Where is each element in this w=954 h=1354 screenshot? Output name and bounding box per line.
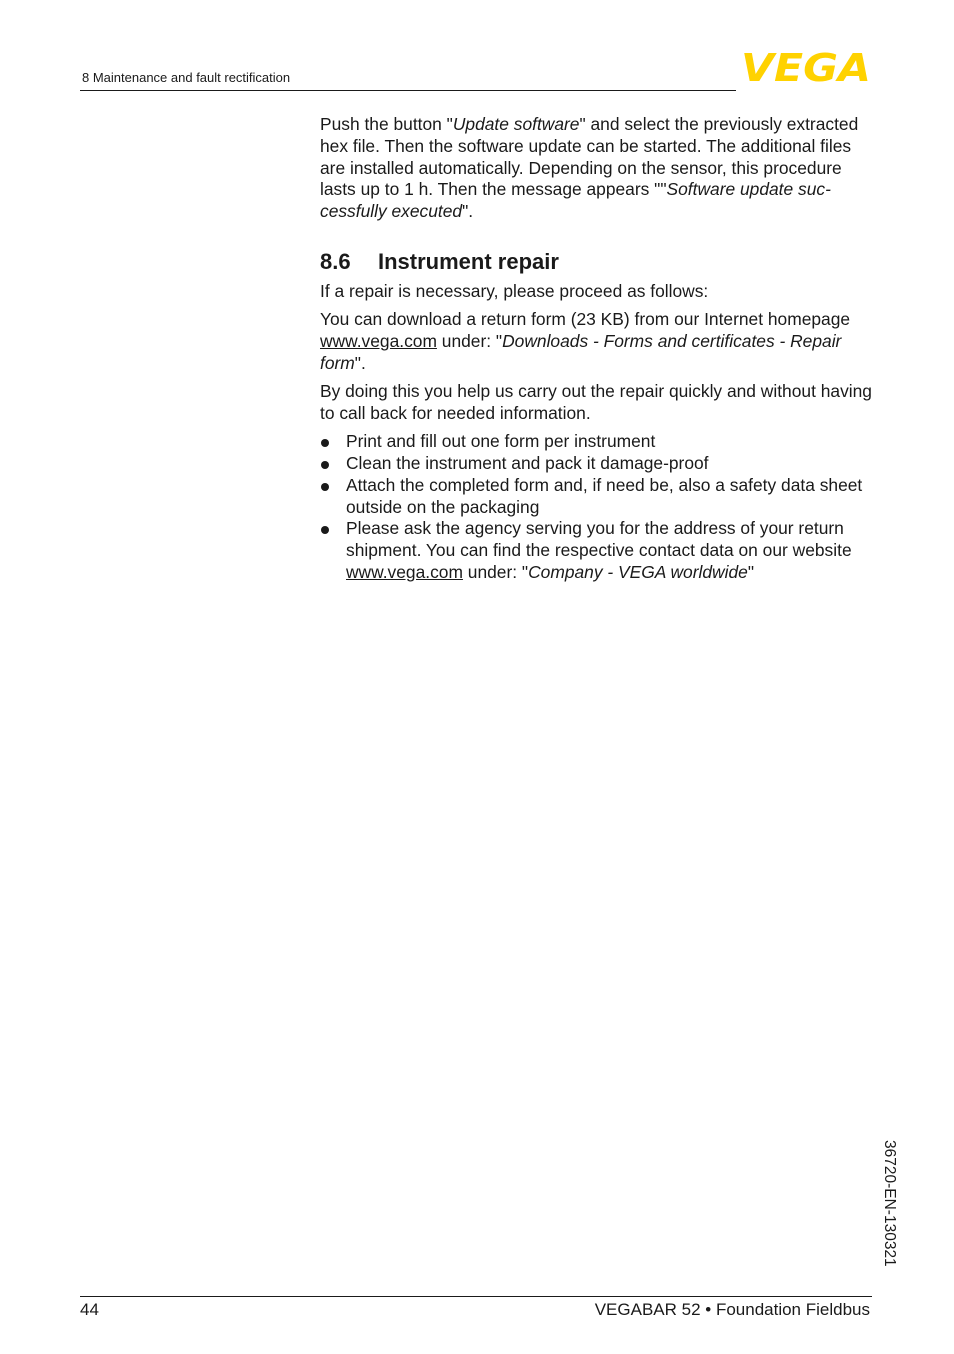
vega-logo-text: VEGA bbox=[741, 50, 871, 84]
section-heading bbox=[320, 249, 880, 275]
download-path: Downloads - Forms and certificates - Repair form bbox=[320, 331, 842, 373]
list-item: Attach the completed form and, if need be, also a safety data sheet outside on the packaging bbox=[320, 475, 880, 519]
bullet-icon bbox=[321, 439, 329, 447]
repair-benefit-paragraph: By doing this you help us carry out the repair quickly and without having to call back for needed information. bbox=[320, 381, 872, 423]
update-software-term: Update software bbox=[452, 114, 580, 134]
page-number: 44 bbox=[80, 1300, 99, 1319]
success-message-term: Software update successfully executed bbox=[320, 179, 831, 222]
bullet-icon bbox=[321, 526, 329, 534]
vega-logo bbox=[741, 50, 873, 84]
bullet-icon bbox=[321, 461, 329, 469]
repair-steps-list bbox=[320, 431, 880, 584]
vega-website-link[interactable]: www.vega.com bbox=[346, 562, 463, 583]
return-form-paragraph: You can download a return form (23 KB) from our Internet homepage www.vega.com under: "Downloads - Forms and certificates - Repair form". bbox=[320, 309, 851, 373]
list-item: Print and fill out one form per instrument bbox=[320, 431, 880, 453]
document-code: 36720-EN-130321 bbox=[881, 1140, 898, 1267]
worldwide-path: Company - VEGA worldwide bbox=[528, 562, 748, 583]
running-header: 8 Maintenance and fault rectification bbox=[82, 70, 291, 85]
list-item: Clean the instrument and pack it damage-proof bbox=[320, 453, 880, 475]
intro-paragraph: Push the button "Update software" and select the previously extracted hex file. Then the software update can be started. The additional files are installed automatically. Depending on the sensor, this procedure lasts up to 1 h. Then the message appears ""Software update successfully executed". bbox=[320, 114, 859, 222]
list-item: Please ask the agency serving you for the address of your return shipment. You can find the respective contact data on our website www.vega.com under: "Company - VEGA worldwide" bbox=[320, 518, 880, 583]
main-content bbox=[320, 114, 880, 584]
repair-intro-paragraph: If a repair is necessary, please proceed as follows: bbox=[320, 280, 709, 301]
footer-divider bbox=[80, 1296, 872, 1297]
document-title: VEGABAR 52 • Foundation Fieldbus bbox=[594, 1300, 870, 1319]
bullet-icon bbox=[321, 483, 329, 491]
section-title: Instrument repair bbox=[378, 248, 559, 274]
header-divider bbox=[80, 90, 736, 91]
section-number: 8.6 bbox=[320, 248, 351, 274]
vega-website-link[interactable]: www.vega.com bbox=[320, 331, 437, 352]
